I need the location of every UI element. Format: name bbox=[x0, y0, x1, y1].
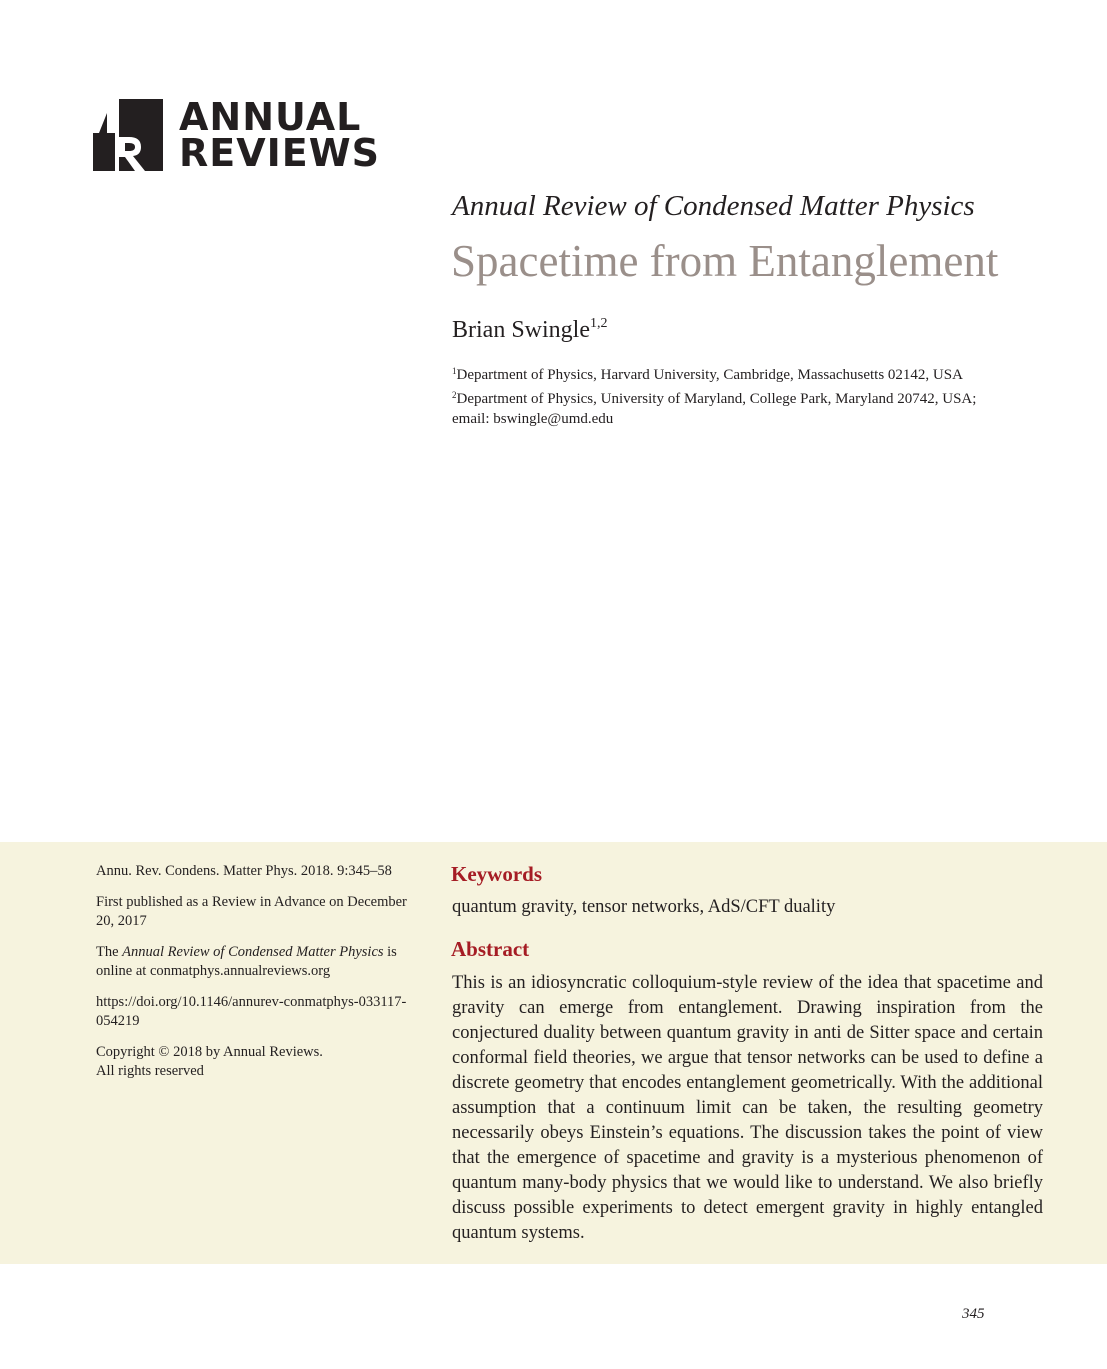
author bbox=[452, 316, 608, 344]
keywords-heading: Keywords bbox=[451, 862, 542, 886]
logo-line-annual: ANNUAL bbox=[179, 95, 362, 139]
online-journal: Annual Review of Condensed Matter Physics bbox=[122, 944, 384, 960]
online-prefix: The bbox=[96, 944, 123, 960]
abstract-text: This is an idiosyncratic colloquium-style review of the idea that spacetime and gravity can emerge from entanglement. Drawing inspiration from the conjectured duality between quantum gravity in anti de Sitter space and certain conformal field theories, we argue that tensor networks can be used to define a discrete geometry that encodes entanglement geometrically. With the additional assumption that a continuum limit can be taken, the resulting geometry necessarily obeys Einstein’s equations. The discussion takes the point of view that the emergence of spacetime and gravity is a mysterious phenomenon of quantum many-body physics that we would like to understand. We also briefly discuss possible experiments to detect emergent gravity in highly entangled quantum systems. bbox=[452, 973, 1043, 1243]
affiliation-1 bbox=[452, 361, 1012, 385]
affiliation-2-text: Department of Physics, University of Maryland, College Park, Maryland 20742, USA; email: bswingle@umd.edu bbox=[452, 391, 977, 427]
copyright-line: Copyright © 2018 by Annual Reviews. bbox=[96, 1044, 323, 1060]
ar-monogram-icon bbox=[93, 99, 163, 171]
author-name: Brian Swingle bbox=[452, 317, 590, 343]
copyright bbox=[96, 1043, 416, 1081]
keywords-text: quantum gravity, tensor networks, AdS/CFT duality bbox=[452, 897, 836, 917]
affiliation-2 bbox=[452, 385, 1012, 429]
online-suffix: is online at conmatphys.annualreviews.org bbox=[96, 944, 397, 979]
citation: Annu. Rev. Condens. Matter Phys. 2018. 9:345–58 bbox=[96, 863, 392, 879]
affiliation-2-mark: 2 bbox=[452, 390, 457, 400]
affiliation-1-mark: 1 bbox=[452, 366, 457, 376]
author-affiliation-marks: 1,2 bbox=[590, 316, 608, 331]
online-note bbox=[96, 943, 416, 981]
logo-wordmark bbox=[179, 95, 381, 175]
page-number: 345 bbox=[962, 1306, 985, 1322]
first-published: First published as a Review in Advance on December 20, 2017 bbox=[96, 894, 407, 929]
rights-line: All rights reserved bbox=[96, 1063, 204, 1079]
annual-reviews-logo bbox=[93, 95, 381, 175]
doi-link[interactable]: https://doi.org/10.1146/annurev-conmatphys-033117-054219 bbox=[96, 994, 407, 1029]
logo-line-reviews: REVIEWS bbox=[179, 131, 381, 175]
abstract-heading: Abstract bbox=[451, 937, 530, 961]
affiliation-1-text: Department of Physics, Harvard University, Cambridge, Massachusetts 02142, USA bbox=[456, 367, 963, 383]
article-title: Spacetime from Entanglement bbox=[451, 236, 999, 286]
journal-name: Annual Review of Condensed Matter Physics bbox=[452, 190, 975, 222]
